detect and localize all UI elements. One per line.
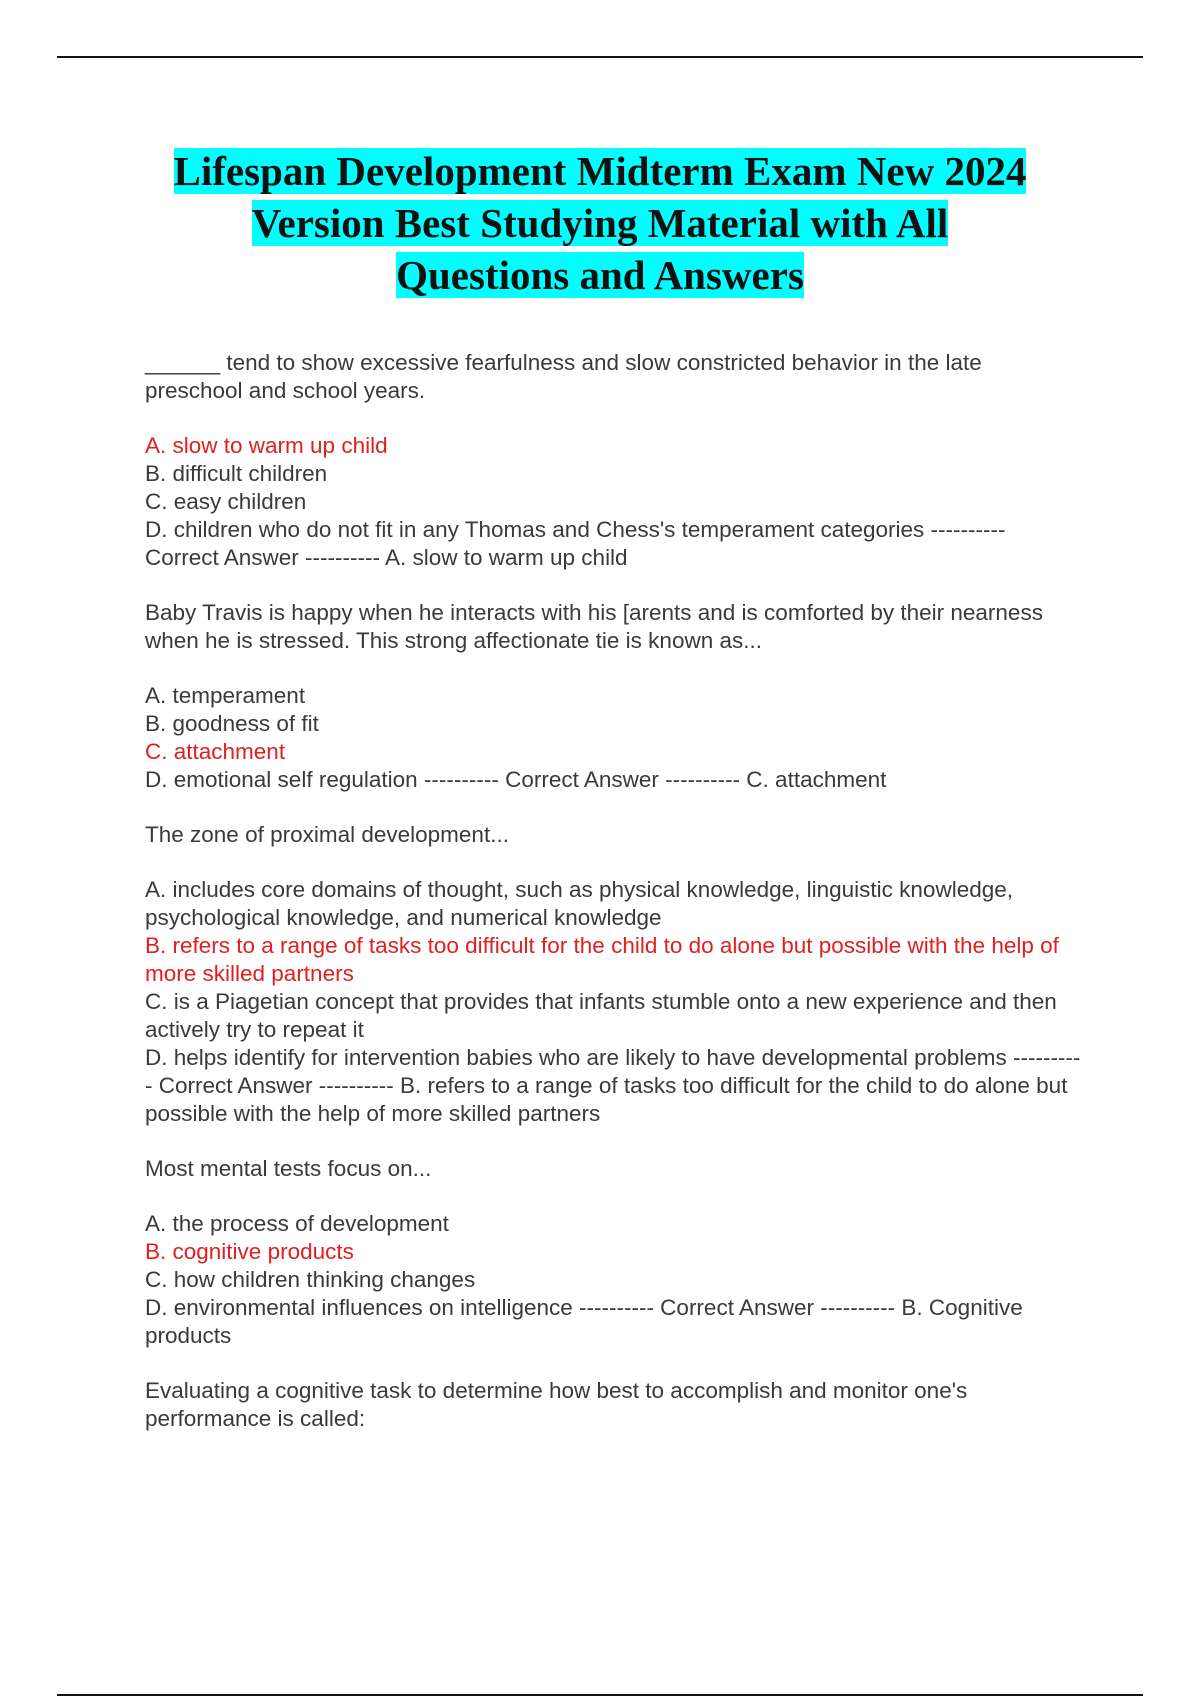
- top-rule: [57, 56, 1143, 58]
- option-a-correct: A. slow to warm up child: [145, 433, 388, 458]
- question-text: The zone of proximal development...: [145, 822, 509, 847]
- question-text: ______ tend to show excessive fearfulness and slow constricted behavior in the late preschool and school years.: [145, 350, 982, 403]
- question-text: Baby Travis is happy when he interacts with his [arents and is comforted by their nearness when he is stressed. This strong affectionate tie is known as...: [145, 600, 1043, 653]
- title-line-1: Lifespan Development Midterm Exam New 2024: [173, 148, 1027, 194]
- option-d-with-answer: D. environmental influences on intelligence ---------- Correct Answer ---------- B. Cognitive products: [145, 1295, 1023, 1348]
- option-list: [145, 1210, 1085, 1350]
- option-a: A. includes core domains of thought, such as physical knowledge, linguistic knowledge, psychological knowledge, and numerical knowledge: [145, 877, 1013, 930]
- question-text: Evaluating a cognitive task to determine how best to accomplish and monitor one's performance is called:: [145, 1378, 968, 1431]
- document-title: [60, 145, 1140, 301]
- question-block-5: [145, 1377, 1085, 1433]
- option-list: [145, 432, 1085, 572]
- option-b: B. goodness of fit: [145, 711, 319, 736]
- option-d-with-answer: D. emotional self regulation ---------- Correct Answer ---------- C. attachment: [145, 767, 887, 792]
- option-b-correct: B. refers to a range of tasks too difficult for the child to do alone but possible with the help of more skilled partners: [145, 933, 1059, 986]
- option-d-with-answer: D. helps identify for intervention babies who are likely to have developmental problems ---------- Correct Answer ---------- B. refers to a range of tasks too difficult for the child to do alone but possible with the help of more skilled partners: [145, 1045, 1081, 1126]
- option-c: C. easy children: [145, 489, 307, 514]
- question-block-3: [145, 821, 1085, 1128]
- option-b: B. difficult children: [145, 461, 328, 486]
- option-b-correct: B. cognitive products: [145, 1239, 354, 1264]
- question-block-2: [145, 599, 1085, 794]
- question-block-1: [145, 349, 1085, 572]
- title-line-2: Version Best Studying Material with All: [251, 200, 949, 246]
- question-list: [145, 349, 1085, 1460]
- option-list: [145, 682, 1085, 794]
- option-list: [145, 876, 1085, 1128]
- option-c: C. is a Piagetian concept that provides that infants stumble onto a new experience and then actively try to repeat it: [145, 989, 1057, 1042]
- option-c-correct: C. attachment: [145, 739, 286, 764]
- bottom-rule: [57, 1694, 1143, 1696]
- title-line-3: Questions and Answers: [396, 252, 804, 298]
- option-d-with-answer: D. children who do not fit in any Thomas and Chess's temperament categories ---------- Correct Answer ---------- A. slow to warm up child: [145, 517, 1006, 570]
- option-a: A. temperament: [145, 683, 306, 708]
- question-text: Most mental tests focus on...: [145, 1156, 432, 1181]
- question-block-4: [145, 1155, 1085, 1350]
- option-a: A. the process of development: [145, 1211, 449, 1236]
- option-c: C. how children thinking changes: [145, 1267, 476, 1292]
